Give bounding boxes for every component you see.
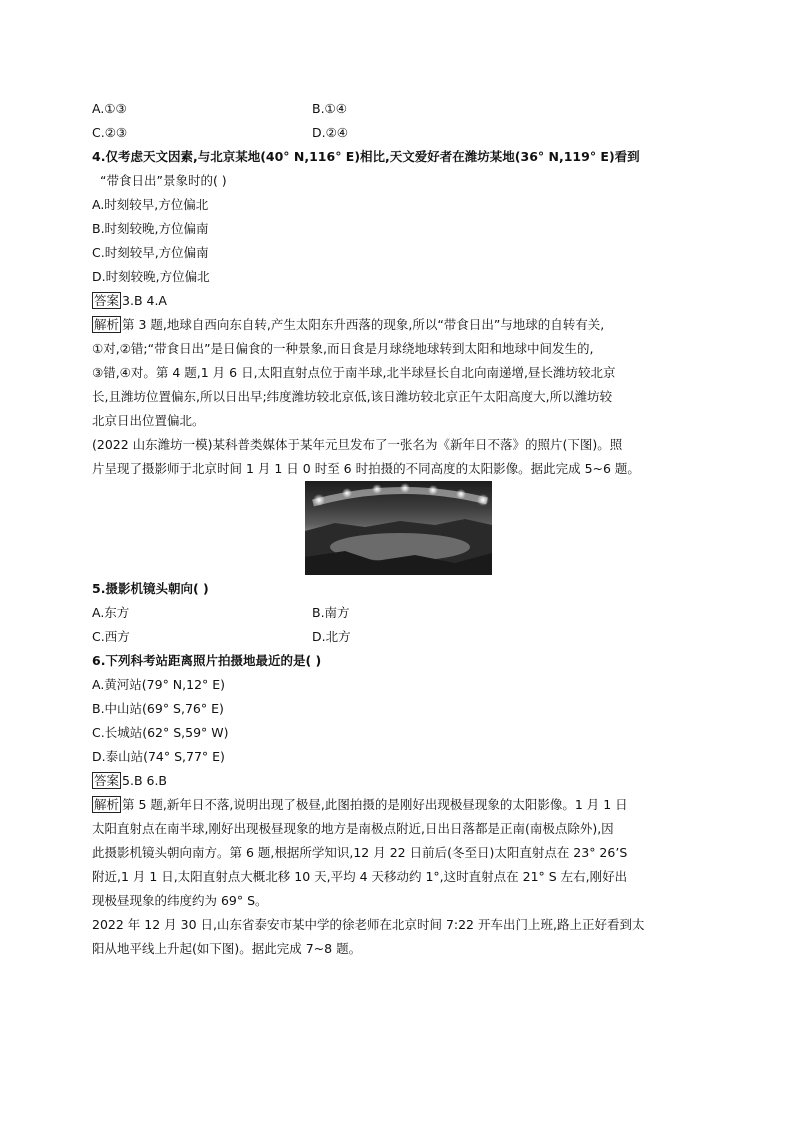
q3-option-row-2 — [92, 125, 349, 141]
q6-stem: 6.下列科考站距离照片拍摄地最近的是( ) — [92, 653, 322, 668]
answer-text: 3.B 4.A — [122, 293, 167, 308]
q6-option-b: B.中山站(69° S,76° E) — [92, 701, 224, 716]
q6-option-c: C.长城站(62° S,59° W) — [92, 725, 229, 740]
q5-option-a: A.东方 — [92, 605, 130, 620]
intro-2-line2: 片呈现了摄影师于北京时间 1 月 1 日 0 时至 6 时拍摄的不同高度的太阳影像。据此完成 5~6 题。 — [92, 461, 640, 476]
analysis-tag: 解析 — [94, 797, 120, 812]
q5-option-row-2 — [92, 629, 351, 645]
q3-option-d: D.②④ — [312, 125, 349, 140]
sun-image — [477, 494, 489, 506]
q6-option-d: D.泰山站(74° S,77° E) — [92, 749, 225, 764]
analysis-text: 第 5 题,新年日不落,说明出现了极昼,此图拍摄的是刚好出现极昼现象的太阳影像。1 月 1 日 — [122, 797, 628, 812]
q3-option-row-1 — [92, 101, 347, 117]
photo-svg — [305, 481, 492, 575]
sun-image — [456, 489, 466, 499]
analysis-1-line1 — [92, 317, 604, 333]
answer-block-2 — [92, 773, 167, 789]
analysis-2-line5: 现极昼现象的纬度约为 69° S。 — [92, 893, 268, 908]
analysis-1-line4: 长,且潍坊位置偏东,所以日出早;纬度潍坊较北京低,该日潍坊较北京正午太阳高度大,所以潍坊较 — [92, 389, 613, 404]
q5-option-d: D.北方 — [312, 629, 351, 644]
sun-image — [400, 483, 410, 493]
analysis-1-line3: ③错,④对。第 4 题,1 月 6 日,太阳直射点位于南半球,北半球昼长自北向南递增,昼长潍坊较北京 — [92, 365, 616, 380]
q5-stem: 5.摄影机镜头朝向( ) — [92, 581, 209, 596]
intro-3-line2: 阳从地平线上升起(如下图)。据此完成 7~8 题。 — [92, 941, 362, 956]
midnight-sun-photo — [305, 481, 492, 575]
q4-stem-line1: 4.仅考虑天文因素,与北京某地(40° N,116° E)相比,天文爱好者在潍坊某地(36° N,119° E)看到 — [92, 149, 640, 164]
sun-image — [313, 494, 325, 506]
answer-tag: 答案 — [94, 293, 120, 308]
analysis-2-line4: 附近,1 月 1 日,太阳直射点大概北移 10 天,平均 4 天移动约 1°,这时直射点在 21° S 左右,刚好出 — [92, 869, 628, 884]
q5-option-c: C.西方 — [92, 629, 130, 644]
q5-option-b: B.南方 — [312, 605, 350, 620]
q5-option-row-1 — [92, 605, 350, 621]
q4-option-b: B.时刻较晚,方位偏南 — [92, 221, 209, 236]
analysis-1-line2: ①对,②错;“带食日出”是日偏食的一种景象,而日食是月球绕地球转到太阳和地球中间发生的, — [92, 341, 594, 356]
analysis-2-line1 — [92, 797, 628, 813]
answer-tag: 答案 — [94, 773, 120, 788]
analysis-text: 第 3 题,地球自西向东自转,产生太阳东升西落的现象,所以“带食日出”与地球的自转有关, — [122, 317, 605, 332]
analysis-2-line2: 太阳直射点在南半球,刚好出现极昼现象的地方是南极点附近,日出日落都是正南(南极点除外),因 — [92, 821, 614, 836]
q4-option-d: D.时刻较晚,方位偏北 — [92, 269, 210, 284]
q4-stem-line2: “带食日出”景象时的( ) — [100, 173, 227, 188]
analysis-2-line3: 此摄影机镜头朝向南方。第 6 题,根据所学知识,12 月 22 日前后(冬至日)太阳直射点在 23° 26’S — [92, 845, 628, 860]
q3-option-b: B.①④ — [312, 101, 347, 116]
analysis-1-line5: 北京日出位置偏北。 — [92, 413, 205, 428]
sun-image — [428, 485, 438, 495]
q3-option-a: A.①③ — [92, 101, 127, 116]
answer-block-1 — [92, 293, 167, 309]
q3-option-c: C.②③ — [92, 125, 128, 140]
intro-2-line1: (2022 山东潍坊一模)某科普类媒体于某年元旦发布了一张名为《新年日不落》的照片(下图)。照 — [92, 437, 623, 452]
answer-text: 5.B 6.B — [122, 773, 167, 788]
sun-image — [372, 484, 382, 494]
q4-option-c: C.时刻较早,方位偏南 — [92, 245, 209, 260]
analysis-tag: 解析 — [94, 317, 120, 332]
intro-3-line1: 2022 年 12 月 30 日,山东省泰安市某中学的徐老师在北京时间 7:22 开车出门上班,路上正好看到太 — [92, 917, 645, 932]
q4-option-a: A.时刻较早,方位偏北 — [92, 197, 209, 212]
sun-image — [342, 488, 352, 498]
q6-option-a: A.黄河站(79° N,12° E) — [92, 677, 226, 692]
